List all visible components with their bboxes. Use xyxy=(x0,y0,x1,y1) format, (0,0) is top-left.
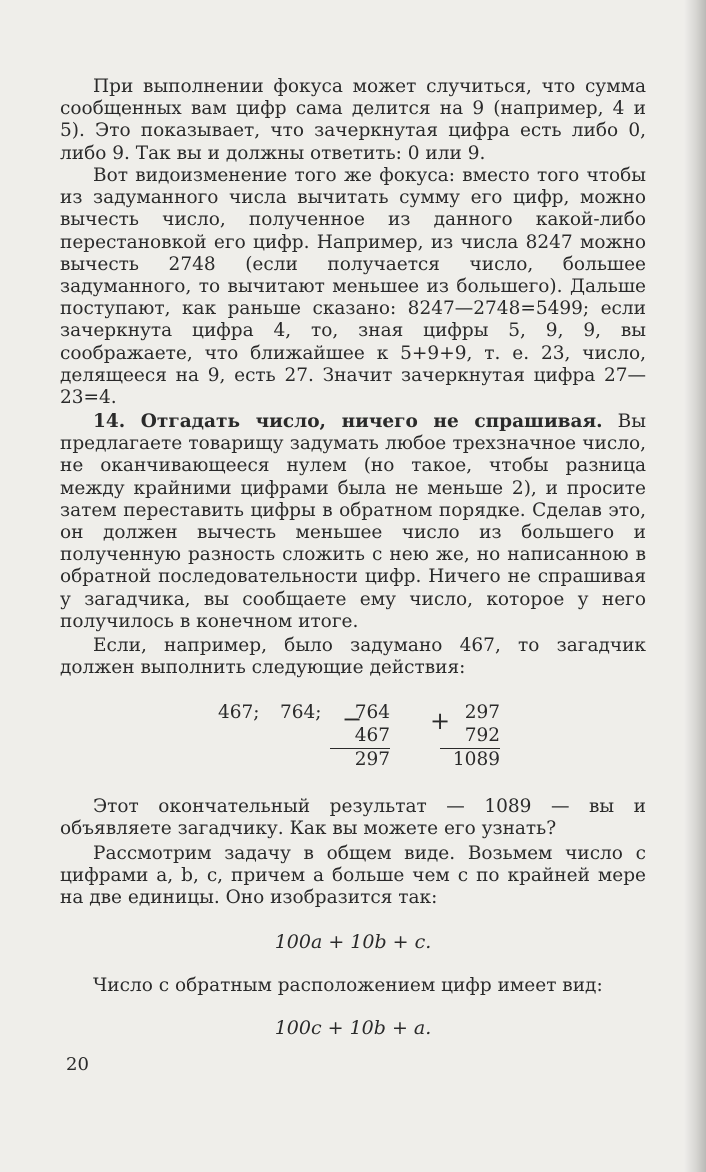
paragraph-1: При выполнении фокуса может случиться, что сумма сообщенных вам цифр сама делится на 9 (например, 4 и 5). Это показывает, что зачеркнутая цифра есть либо 0, либо 9. Так вы и должны ответить: 0 или 9. xyxy=(60,76,646,164)
sub-bottom: 467 xyxy=(354,725,390,746)
minus-sign: − xyxy=(342,705,363,733)
paragraph-6: Рассмотрим задачу в общем виде. Возьмем число с цифрами a, b, c, причем a больше чем c по крайней мере на две единицы. Оно изобразится так: xyxy=(60,843,646,909)
add-result: 1089 xyxy=(440,748,500,772)
add-top: 297 xyxy=(464,702,500,723)
addition-column xyxy=(440,702,500,772)
page-edge-shadow xyxy=(684,0,706,1172)
formula-reversed: 100c + 10b + a. xyxy=(274,1017,432,1039)
formula-number: 100a + 10b + c. xyxy=(274,931,432,953)
add-bottom: 792 xyxy=(464,725,500,746)
section-heading-14: 14. Отгадать число, ничего не спрашивая. xyxy=(93,411,603,432)
paragraph-4: Если, например, было задумано 467, то загадчик должен выполнить следующие действия: xyxy=(60,635,646,679)
paragraph-2: Вот видоизменение того же фокуса: вместо того чтобы из задуманного числа вычитать сумму его цифр, можно вычесть число, полученное из данного какой-либо перестановкой его цифр. Например, из числа 8247 можно вычесть 2748 (если получается число, большее задуманного, то вычитают меньшее из большего). Дальше поступают, как раньше сказано: 8247—2748=5499; если зачеркнута цифра 4, то, зная цифры 5, 9, 9, вы соображаете, что ближайшее к 5+9+9, т. е. 23, число, делящееся на 9, есть 27. Значит зачеркнутая цифра 27—23=4. xyxy=(60,165,646,409)
paragraph-3: 14. Отгадать число, ничего не спрашивая. Вы предлагаете товарищу задумать любое трехзначное число, не оканчивающееся нулем (но такое, чтобы разница между крайними цифрами была не меньше 2), и просите затем переставить цифры в обратном порядке. Сделав это, он должен вычесть меньшее число из большего и полученную разность сложить с нею же, но написанною в обратной последовательности цифр. Ничего не спрашивая у загадчика, вы сообщаете ему число, которое у него получилось в конечном итоге. xyxy=(60,411,646,632)
paragraph-5: Этот окончательный результат — 1089 — вы и объявляете загадчику. Как вы можете его узнать? xyxy=(60,796,646,840)
sub-result: 297 xyxy=(330,748,390,772)
calc-first: 467; xyxy=(218,702,260,723)
subtraction-column xyxy=(330,702,390,772)
paragraph-7: Число с обратным расположением цифр имеет вид: xyxy=(93,975,603,996)
page-number: 20 xyxy=(66,1054,89,1075)
sub-top: 764 xyxy=(354,702,390,723)
plus-sign: + xyxy=(430,707,451,735)
calc-second: 764; xyxy=(280,702,322,723)
